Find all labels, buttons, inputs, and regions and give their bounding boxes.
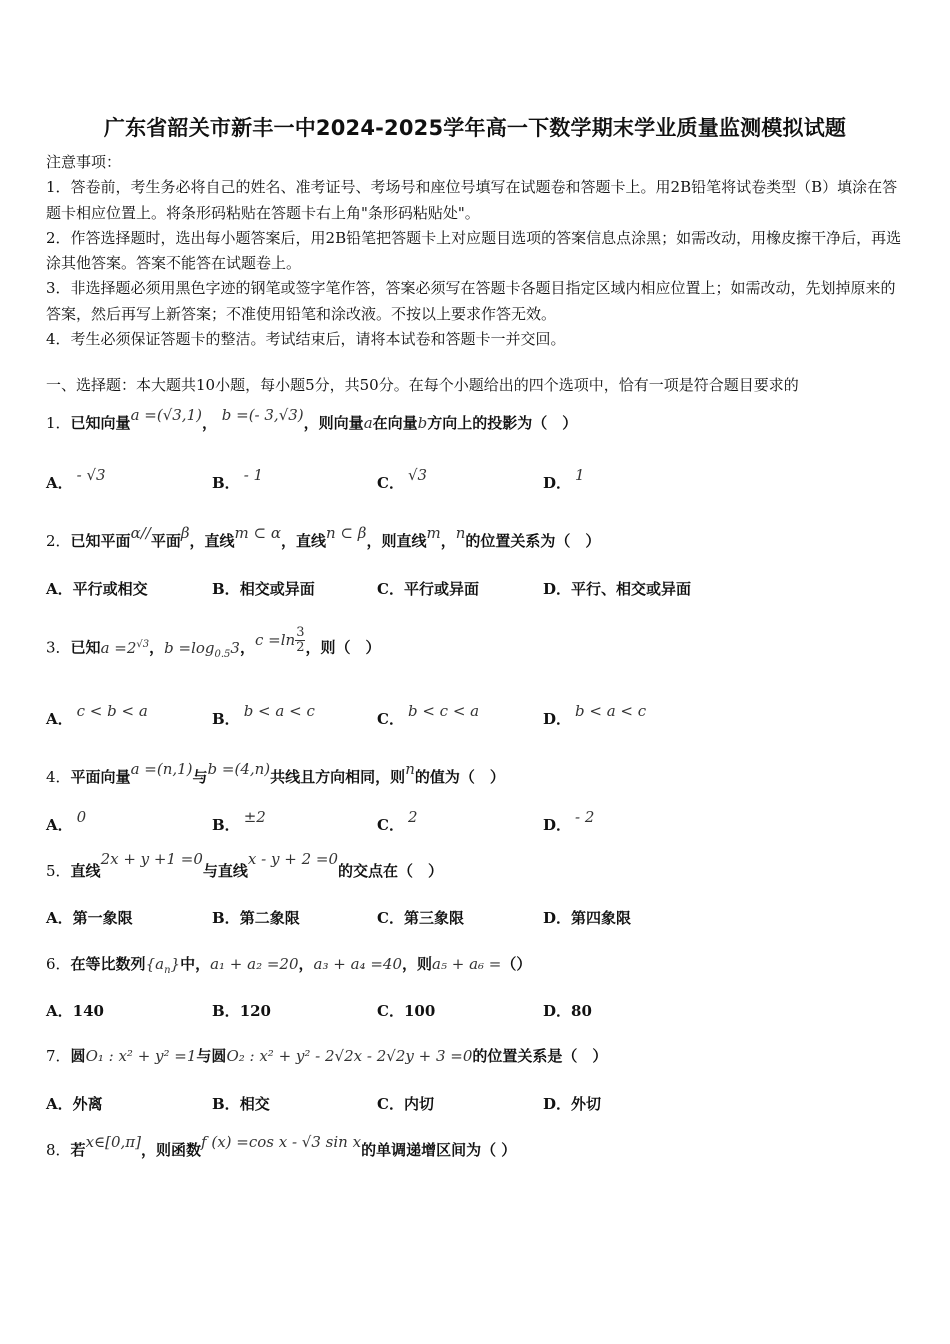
math-expr: a =(n,1): [130, 760, 193, 778]
fraction: [295, 626, 305, 655]
note-item: 3．非选择题必须用黑色字迹的钢笔或签字笔作答，答案必须写在答题卡各题目指定区域内相应位置上；如需改动，先划掉原来的答案，然后再写上新答案；不准使用铅笔和涂改液。不按以上要求作答无效。: [46, 279, 896, 323]
option-key: B．: [212, 474, 240, 492]
math-expr: a₅ + a₆ =: [432, 955, 502, 973]
option-d[interactable]: [543, 907, 631, 928]
option-b[interactable]: [212, 808, 266, 835]
note-item: 1．答卷前，考生务必将自己的姓名、准考证号、考场号和座位号填写在试题卷和答题卡上。用2B铅笔将试卷类型（B）填涂在答题卡相应位置上。将条形码粘贴在答题卡右上角"条形码粘贴处"。: [46, 178, 898, 222]
option-value: 80: [571, 1002, 592, 1020]
option-key: D．: [543, 474, 572, 492]
math-expr: a: [363, 414, 373, 432]
question-3: [46, 625, 381, 663]
option-b[interactable]: [212, 578, 315, 599]
option-key: B．: [212, 1095, 240, 1113]
math-expr: β: [180, 524, 190, 542]
math-part: a =2: [100, 638, 137, 657]
option-a[interactable]: [46, 907, 133, 928]
option-value: 外切: [571, 1095, 602, 1113]
question-text: 在向量: [372, 414, 418, 432]
question-text: 中，: [180, 955, 211, 973]
math-expr: b: [417, 414, 428, 432]
options-row: [46, 1093, 906, 1115]
option-d[interactable]: [543, 1000, 592, 1021]
option-key: A．: [46, 1095, 73, 1113]
question-text: 在等比数列: [70, 955, 146, 973]
option-c[interactable]: [377, 1000, 435, 1021]
option-c[interactable]: [377, 1093, 434, 1114]
question-7: [46, 1045, 607, 1066]
option-value: ±2: [243, 808, 266, 826]
option-value: 第四象限: [571, 909, 632, 927]
option-value: 140: [72, 1002, 104, 1020]
option-d[interactable]: [543, 578, 691, 599]
math-expr: f (x) =cos x - √3 sin x: [201, 1133, 362, 1151]
option-key: C．: [377, 1095, 404, 1113]
math-part: {a: [145, 955, 165, 973]
option-value: 2: [407, 808, 418, 826]
math-expr: a₃ + a₄ =40: [313, 955, 402, 973]
math-expr: n ⊂ β: [326, 524, 367, 542]
question-text: 与直线: [202, 862, 248, 880]
option-b[interactable]: [212, 1000, 271, 1021]
question-number: 3．: [46, 638, 71, 657]
question-number: 8．: [46, 1141, 71, 1159]
options-row: [46, 907, 906, 929]
option-a[interactable]: [46, 1000, 104, 1021]
option-value: 外离: [72, 1095, 103, 1113]
option-key: A．: [46, 1002, 73, 1020]
option-c[interactable]: [377, 808, 418, 835]
question-text: 圆: [70, 1047, 86, 1065]
math-expr: [145, 955, 181, 976]
math-expr: x - y + 2 =0: [247, 850, 338, 868]
math-expr: [254, 625, 305, 655]
question-text: 若: [70, 1141, 86, 1159]
question-text: 的值为（ ）: [414, 768, 505, 786]
question-text: ，则函数: [141, 1141, 202, 1159]
question-number: 2．: [46, 532, 71, 550]
options-row: [46, 808, 906, 836]
option-value: c < b < a: [76, 702, 148, 720]
notes-heading: 注意事项：: [46, 153, 122, 171]
question-text: 的位置关系为（ ）: [465, 532, 601, 550]
option-c[interactable]: [377, 466, 428, 493]
math-expr: m: [426, 524, 441, 542]
math-sub: 0.5: [214, 648, 231, 660]
option-key: A．: [46, 909, 73, 927]
option-value: 平行或异面: [403, 580, 479, 598]
option-value: b < c < a: [407, 702, 480, 720]
option-b[interactable]: [212, 1093, 270, 1114]
question-text: 直线: [70, 862, 101, 880]
question-number: 7．: [46, 1047, 71, 1065]
option-value: - 1: [243, 466, 264, 484]
option-key: D．: [543, 710, 572, 728]
option-key: A．: [46, 816, 73, 834]
option-a[interactable]: [46, 466, 106, 493]
math-expr: O₂ : x² + y² - 2√2x - 2√2y + 3 =0: [226, 1047, 473, 1065]
option-key: B．: [212, 580, 240, 598]
option-value: - 2: [575, 808, 595, 826]
option-a[interactable]: [46, 808, 87, 835]
question-text: ，则: [402, 955, 433, 973]
math-part: b =log: [164, 638, 215, 657]
math-expr: α//: [130, 524, 151, 542]
option-value: 100: [403, 1002, 436, 1020]
math-expr: n: [405, 760, 415, 778]
math-expr: a₁ + a₂ =20: [210, 955, 299, 973]
option-d[interactable]: [543, 466, 585, 493]
option-c[interactable]: [377, 702, 480, 729]
option-key: A．: [46, 710, 73, 728]
question-text: 的交点在（ ）: [338, 862, 444, 880]
question-text: ，: [298, 955, 314, 973]
question-number: 6．: [46, 955, 71, 973]
option-d[interactable]: [543, 1093, 601, 1114]
question-text: 方向上的投影为（ ）: [427, 414, 578, 432]
question-text: ，则（ ）: [305, 638, 381, 657]
question-text: ，: [201, 414, 217, 432]
option-key: D．: [543, 816, 572, 834]
option-value: - √3: [76, 466, 106, 484]
math-part: c =ln: [254, 630, 296, 649]
question-2: [46, 524, 601, 551]
math-expr: O₁ : x² + y² =1: [85, 1047, 197, 1065]
math-expr: 2x + y +1 =0: [100, 850, 203, 868]
fraction-numerator: 3: [296, 625, 305, 640]
option-key: B．: [212, 909, 240, 927]
note-item: 4．考生必须保证答题卡的整洁。考试结束后，请将本试卷和答题卡一并交回。: [46, 330, 566, 349]
note-item: 2．作答选择题时，选出每小题答案后，用2B铅笔把答题卡上对应题目选项的答案信息点涂黑；如需改动，用橡皮擦干净后，再选涂其他答案。答案不能答在试题卷上。: [46, 228, 902, 273]
math-expr: m ⊂ α: [234, 524, 281, 542]
option-value: b < a < c: [243, 702, 315, 720]
option-c[interactable]: [377, 578, 479, 599]
question-text: ，: [440, 532, 456, 550]
question-text: 与: [192, 768, 208, 786]
question-text: ，直线: [280, 532, 326, 550]
option-key: B．: [212, 1002, 240, 1020]
option-key: D．: [543, 909, 572, 927]
math-expr: a =(√3,1): [130, 406, 202, 424]
question-text: 平面向量: [70, 768, 131, 786]
question-text: ，直线: [189, 532, 235, 550]
fraction-denominator: 2: [296, 640, 305, 655]
option-key: D．: [543, 1095, 572, 1113]
option-key: B．: [212, 816, 240, 834]
option-value: 120: [239, 1002, 271, 1020]
option-key: C．: [377, 1002, 404, 1020]
options-row: [46, 466, 906, 494]
option-key: C．: [377, 580, 404, 598]
question-5: [46, 850, 444, 881]
notes-block: [46, 150, 906, 352]
option-value: 相交: [239, 1095, 270, 1113]
option-key: B．: [212, 710, 240, 728]
options-row: [46, 1000, 906, 1022]
page-title: 广东省韶关市新丰一中2024-2025学年高一下数学期末学业质量监测模拟试题: [103, 116, 847, 140]
option-value: 第三象限: [403, 909, 464, 927]
option-a[interactable]: [46, 1093, 103, 1114]
option-value: 内切: [403, 1095, 434, 1113]
question-text: ，: [149, 638, 165, 657]
question-8: [46, 1133, 517, 1160]
option-d[interactable]: [543, 702, 647, 729]
question-text: 的位置关系是（ ）: [472, 1047, 608, 1065]
question-text: ，则向量: [303, 414, 364, 432]
math-expr: n: [455, 524, 466, 542]
option-value: 0: [76, 808, 87, 826]
option-a[interactable]: [46, 578, 148, 599]
options-row: [46, 578, 906, 600]
question-6: [46, 953, 531, 976]
option-value: 第一象限: [72, 909, 133, 927]
question-text: 已知平面: [70, 532, 131, 550]
option-b[interactable]: [212, 466, 264, 493]
question-number: 1．: [46, 414, 71, 432]
question-text: 与圆: [196, 1047, 227, 1065]
math-expr: [101, 639, 150, 657]
option-a[interactable]: [46, 702, 148, 729]
question-4: [46, 760, 505, 787]
question-1: [46, 406, 578, 433]
option-c[interactable]: [377, 907, 464, 928]
option-value: 1: [575, 466, 585, 484]
option-key: C．: [377, 816, 404, 834]
question-number: 4．: [46, 768, 71, 786]
math-expr: [164, 638, 240, 660]
section-heading: 一、选择题：本大题共10小题，每小题5分，共50分。在每个小题给出的四个选项中，恰有一项是符合题目要求的: [46, 376, 799, 394]
option-key: C．: [377, 909, 404, 927]
question-text: 已知向量: [70, 414, 131, 432]
option-b[interactable]: [212, 702, 315, 729]
option-key: D．: [543, 580, 572, 598]
options-row: [46, 702, 906, 730]
option-key: C．: [377, 710, 404, 728]
option-key: C．: [377, 474, 404, 492]
option-value: b < a < c: [575, 702, 647, 720]
question-number: 5．: [46, 862, 71, 880]
option-key: A．: [46, 474, 73, 492]
option-key: A．: [46, 580, 73, 598]
question-text: 已知: [70, 638, 101, 657]
option-value: 平行或相交: [72, 580, 148, 598]
math-expr: b =(- 3,√3): [221, 406, 304, 424]
option-b[interactable]: [212, 907, 300, 928]
option-value: 相交或异面: [239, 580, 315, 598]
question-text: 的单调递增区间为（ ）: [361, 1141, 517, 1159]
question-text: （）: [501, 955, 532, 973]
option-key: D．: [543, 1002, 572, 1020]
math-part: }: [170, 955, 181, 973]
math-expr: b =(4,n): [207, 760, 271, 778]
question-text: 共线且方向相同，则: [270, 768, 406, 786]
math-sup: √3: [136, 638, 150, 650]
question-text: ，则直线: [366, 532, 427, 550]
option-value: 平行、相交或异面: [571, 580, 692, 598]
option-d[interactable]: [543, 808, 595, 835]
math-part: 3: [230, 638, 240, 657]
option-value: √3: [407, 466, 428, 484]
question-text: 平面: [150, 532, 181, 550]
math-expr: x∈[0,π]: [85, 1133, 141, 1151]
option-value: 第二象限: [239, 909, 300, 927]
question-text: ，: [239, 638, 255, 657]
math-sub: n: [164, 965, 171, 976]
